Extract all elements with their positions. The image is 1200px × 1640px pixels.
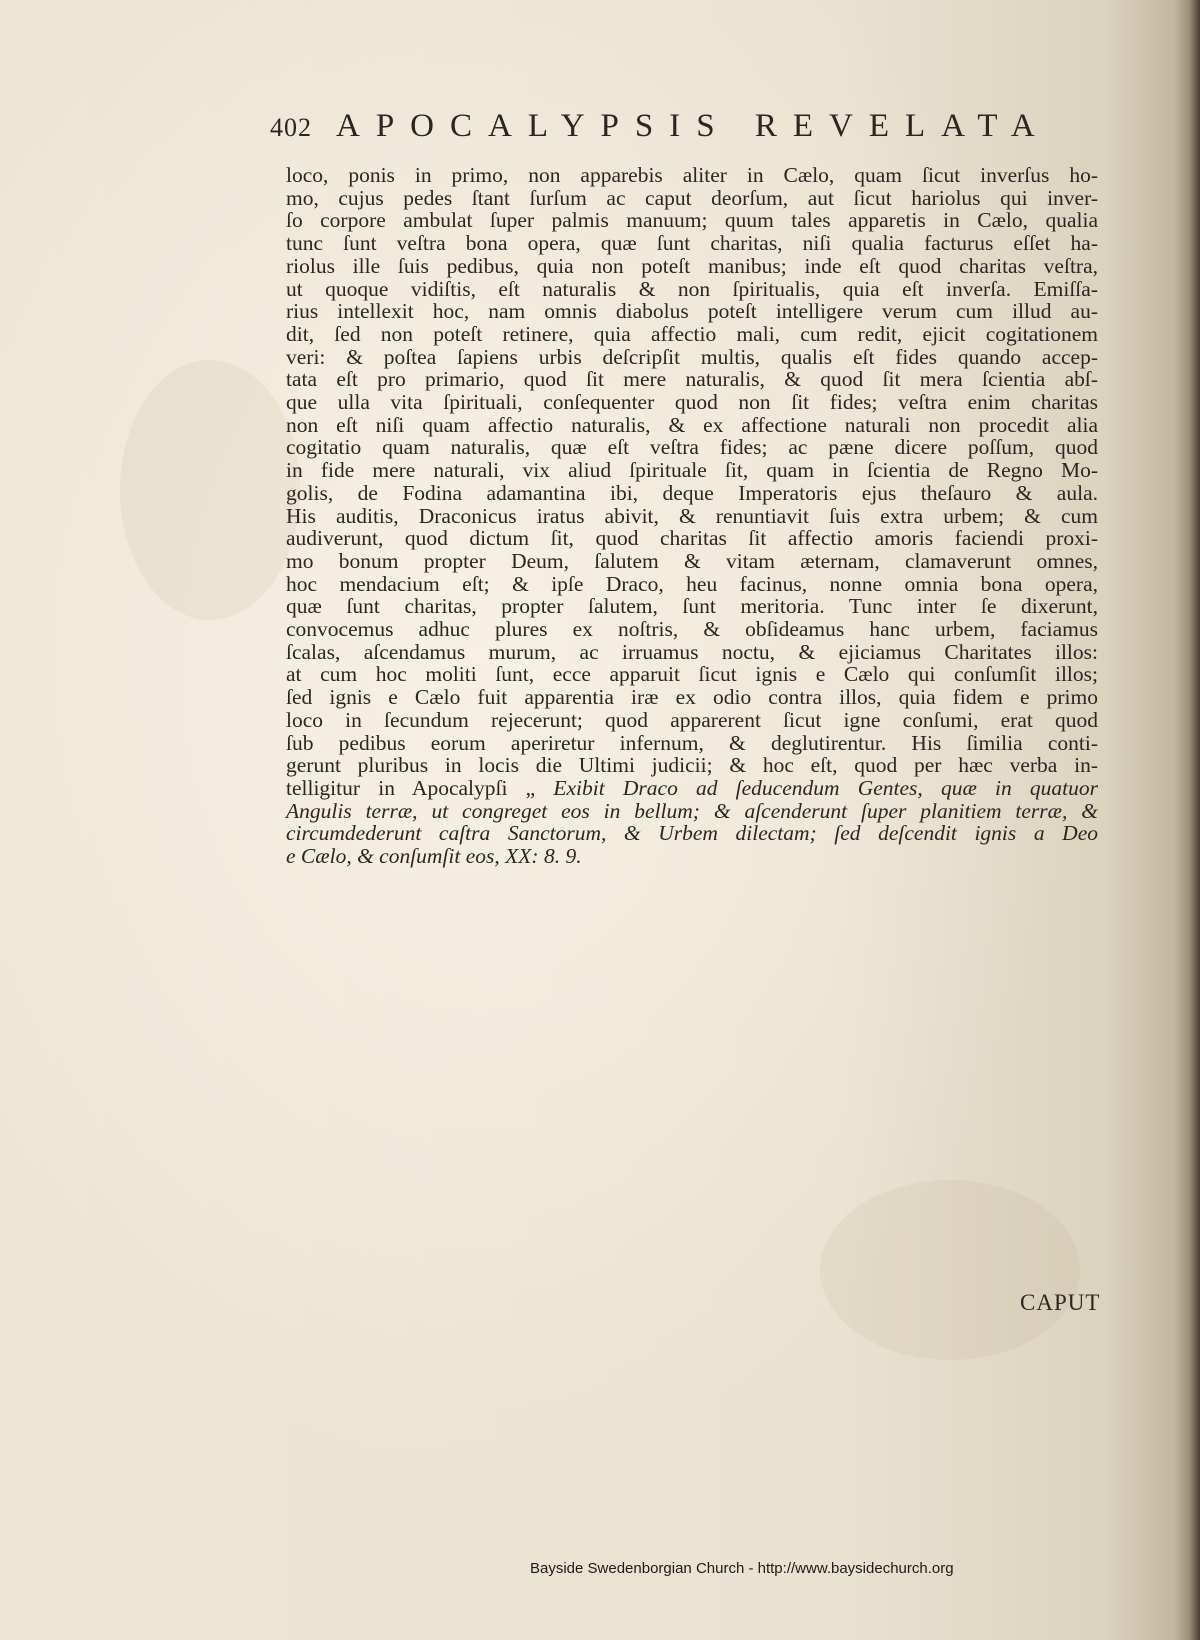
quote-italic-text: Angulis terræ, ut congreget eos in bellum; & aſcenderunt ſuper planitiem terræ, & [286, 798, 1098, 823]
text-line: hoc mendacium eſt; & ipſe Draco, heu facinus, nonne omnia bona opera, [286, 571, 1098, 596]
running-title: APOCALYPSIS REVELATA [336, 108, 1051, 144]
text-line: riolus ille ſuis pedibus, quia non poteſt manibus; inde eſt quod charitas veſtra, [286, 253, 1098, 278]
catchword: CAPUT [1020, 1290, 1101, 1315]
text-line: non eſt niſi quam affectio naturalis, & ex affectione naturali non procedit alia [286, 412, 1098, 437]
text-line: ut quoque vidiſtis, eſt naturalis & non ſpiritualis, quia eſt inverſa. Emiſſa- [286, 276, 1098, 301]
show-through-text [276, 690, 1096, 1280]
text-line: loco in ſecundum rejecerunt; quod apparerent ſicut igne conſumi, erat quod [286, 707, 1098, 732]
text-line: cogitatio quam naturalis, quæ eſt veſtra fides; ac pæne dicere poſſum, quod [286, 435, 1098, 460]
text-line: loco, ponis in primo, non apparebis aliter in Cælo, quam ſicut inverſus ho- [286, 163, 1098, 187]
text-line: veri: & poſtea ſapiens urbis deſcripſit multis, qualis eſt fides quando accep- [286, 344, 1098, 369]
text-line: quæ ſunt charitas, propter ſalutem, ſunt meritoria. Tunc inter ſe dixerunt, [286, 594, 1098, 619]
text-line: mo, cujus pedes ſtant ſurſum ac caput deorſum, aut ſicut hariolus qui inver- [286, 185, 1098, 210]
text-line: His auditis, Draconicus iratus abivit, & renuntiavit ſuis extra urbem; & cum [286, 503, 1098, 528]
text-line: rius intellexit hoc, nam omnis diabolus poteſt intelligere verum cum illud au- [286, 299, 1098, 324]
text-line: gerunt pluribus in locis die Ultimi judicii; & hoc eſt, quod per hæc verba in- [286, 753, 1098, 778]
text-line: dit, ſed non poteſt retinere, quia affectio mali, cum redit, ejicit cogitationem [286, 321, 1098, 346]
quote-lead-in: telligitur in Apocalypſi „ [286, 775, 554, 800]
quote-italic-text: Exibit Draco ad ſeducendum Gentes, quæ in quatuor [553, 775, 1098, 800]
text-line: ſub pedibus eorum aperiretur infernum, & deglutirentur. His ſimilia conti- [286, 730, 1098, 755]
text-line: mo bonum propter Deum, ſalutem & vitam æternam, clamaverunt omnes, [286, 548, 1098, 573]
page-header [270, 108, 1070, 148]
quote-italic-text: e Cælo, & conſumſit eos, XX: 8. 9. [286, 844, 582, 869]
text-line: tunc ſunt veſtra bona opera, quæ ſunt charitas, niſi qualia facturus eſſet ha- [286, 231, 1098, 256]
text-line: golis, de Fodina adamantina ibi, deque Imperatoris ejus theſauro & aula. [286, 480, 1098, 505]
text-line: ſcalas, aſcendamus murum, ac irruamus noctu, & ejiciamus Charitates illos: [286, 639, 1098, 664]
text-line: que ulla vita ſpirituali, conſequenter quod non ſit fides; veſtra enim charitas [286, 390, 1098, 415]
footer-credit: Bayside Swedenborgian Church - http://www.baysidechurch.org [530, 1560, 954, 1577]
text-line: convocemus adhuc plures ex noſtris, & obſideamus hanc urbem, faciamus [286, 617, 1098, 642]
text-line: audiverunt, quod dictum ſit, quod charitas ſit affectio amoris faciendi proxi- [286, 526, 1098, 551]
text-line: tata eſt pro primario, quod ſit mere naturalis, & quod ſit mera ſcientia abſ- [286, 367, 1098, 392]
quote-italic-text: circumdederunt caſtra Sanctorum, & Urbem dilectam; ſed deſcendit ignis a Deo [286, 821, 1098, 846]
book-gutter-shadow [1174, 0, 1200, 1640]
text-line: in fide mere naturali, vix aliud ſpirituale ſit, quam in ſcientia de Regno Mo- [286, 458, 1098, 483]
paper-stain [120, 360, 300, 620]
text-line: ſo corpore ambulat ſuper palmis manuum; quum tales apparetis in Cælo, qualia [286, 208, 1098, 233]
page-number: 402 [270, 113, 312, 142]
text-line: at cum hoc moliti ſunt, ecce apparuit ſicut ignis e Cælo qui conſumſit illos; [286, 662, 1098, 687]
text-line: ſed ignis e Cælo fuit apparentia iræ ex odio contra illos, quia fidem e primo [286, 685, 1098, 710]
